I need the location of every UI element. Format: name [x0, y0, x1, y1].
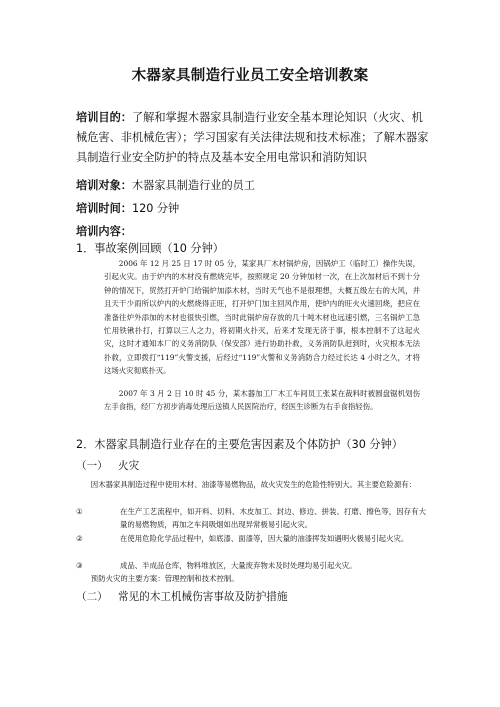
case-1-paragraph: 2006 年 12 月 25 日 17 时 05 分，某家具厂木材锅炉房，因锅炉工（临时工）操作失误，引起火灾。由于炉内的木材没有燃烧完毕，按照规定 20 分钟加材一次，在上次加材后不到十分钟的情况下，贸然打开炉门给锅炉加添木材，当时天气也不是很理想，大概五级左右的大风，并且天干少雨所以炉内的火燃烧得正旺，打开炉门加主回风作用，使炉内的旺火火速回烧，把应在准备往炉外添加的木材也很快引燃，当时此锅炉房存放的几十吨木材也远速引燃，三名锅炉工急忙用铁锹扑打，打算以三人之力，将初期火扑灭，后来才发现无济于事，根本控制不了这起火灾，这时才通知本厂的义务消防队（保安部）进行协助扑救，义务消防队赶到时，火灾根本无法扑救，立即拨打“119”火警支援，后经过“119”火警和义务消防合力经过长达 4 小时之久，才将这场火灾彻底扑灭。	[104, 259, 420, 376]
subsection-fire-heading	[76, 458, 436, 473]
fire-prevention-paragraph: 预防火灾的主要方案：管理控制和技术控制。	[90, 574, 239, 583]
training-duration	[76, 199, 432, 219]
section-2-heading: 2．木器家具制造行业存在的主要危害因素及个体防护（30 分钟）	[76, 438, 403, 451]
document-title: 木器家具制造行业员工安全培训教案	[131, 68, 369, 84]
subsection-fire-title: 火灾	[118, 460, 140, 472]
subsection-fire-index: （一）	[76, 460, 108, 472]
subsection-machinery-title: 常见的木工机械伤害事故及防护措施	[118, 591, 288, 603]
list-item-text: 在生产工艺流程中，如开料、切料、木皮加工、封边、修边、拼装、打磨、擦色等，因存有大量的易燃物质，再加之车间吸烟如出现异常极易引起火灾。	[120, 507, 426, 530]
list-item-text: 成品、半成品仓库，物料堆放区，大量废弃物未及时处理均易引起火灾。	[120, 561, 357, 570]
section-1-heading: 1．事故案例回顾（10 分钟）	[76, 242, 224, 255]
list-item-text: 在使用危险化学品过程中，如底漆、面漆等，因大量的油漆挥发如遇明火极易引起火灾。	[120, 534, 409, 543]
subsection-machinery-heading	[76, 589, 436, 604]
training-purpose-text: 了解和掌握木器家具制造行业安全基本理论知识（火灾、机械危害、非机械危害）；学习国家有关法律法规和技术标准；了解木器家具制造行业安全防护的特点及基本安全用电常识和消防知识	[76, 111, 429, 164]
training-audience	[76, 176, 432, 196]
list-item-number: ③	[76, 561, 83, 570]
case-2-paragraph: 2007 年 3 月 2 日 10 时 45 分，某木器加工厂木工车间员工张某在裁料时被圆盘锯机划伤左手食指，经厂方初步消毒处理后送镇人民医院治疗，经医生诊断为右手食指轻伤。	[104, 389, 420, 412]
training-content-heading: 培训内容：	[76, 225, 132, 238]
training-audience-label: 培训对象：	[76, 179, 132, 192]
training-purpose	[76, 108, 432, 168]
list-item-number: ①	[76, 507, 83, 516]
fire-intro-paragraph: 因木器家具制造过程中使用木材、油漆等易燃物品，故火灾发生的危险性特别大。其主要危险源有：	[90, 480, 416, 489]
training-duration-text: 120 分钟	[131, 202, 180, 215]
training-purpose-label: 培训目的：	[76, 111, 132, 124]
training-audience-text: 木器家具制造行业的员工	[131, 179, 256, 192]
training-content-label	[76, 222, 432, 242]
training-duration-label: 培训时间：	[76, 202, 132, 215]
list-item-number: ②	[76, 534, 83, 543]
subsection-machinery-index: （二）	[76, 591, 108, 603]
